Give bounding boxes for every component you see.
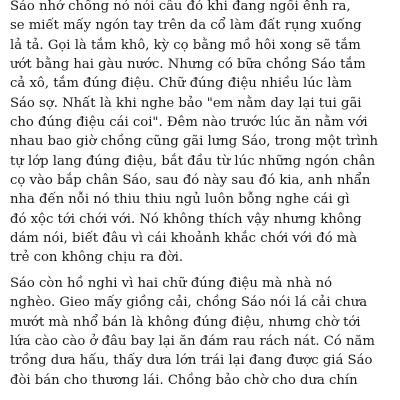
text-line: dám nói, biết đâu vì cái khoảnh khắc chới với đó mà	[10, 231, 358, 247]
text-line: cọ vào bắp chân Sáo, sau đó này sau đó kia, anh nhẩn	[10, 173, 371, 189]
text-line: se miết mấy ngón tay trên da cổ làm đất rụng xuống	[10, 18, 362, 34]
text-line: mướt mà nhổ bán là không đúng điệu, nhưng chờ tới	[10, 314, 361, 330]
text-line: trẻ con không chịu ra đời.	[10, 250, 184, 266]
text-line: nha đến nỗi nó thiu thiu ngủ luôn bỗng nghe cái gì	[10, 192, 350, 208]
paragraph	[10, 0, 400, 268]
text-line: nghèo. Gieo mấy giồng cải, chồng Sáo nói lá cải chưa	[10, 295, 368, 311]
text-line: Sáo sợ. Nhất là khi nghe bảo "em nằm day lại tui gãi	[10, 95, 362, 111]
text-line: đòi bán cho thương lái. Chồng bảo chờ cho dưa chín	[10, 372, 358, 388]
text-line: lả tả. Gọi là tắm khô, kỳ cọ bằng mồ hôi xong sẽ tắm	[10, 37, 361, 53]
text-line: cả xô, tắm đúng điệu. Chữ đúng điệu nhiều lúc làm	[10, 76, 352, 92]
text-line: Sáo còn hồ nghi vì hai chữ đúng điệu mà nhà nó	[10, 275, 333, 291]
text-line: ướt bằng hai gàu nước. Nhưng có bữa chồng Sáo tắm	[10, 57, 366, 73]
text-line: đó xộc tới chới với. Nó không thích vậy nhưng không	[10, 211, 362, 227]
text-line: trồng dưa hấu, thấy dưa lớn trái lại đang được giá Sáo	[10, 353, 373, 369]
body-text	[10, 0, 400, 390]
text-line: Sáo nhớ chồng nó nói câu đó khi đang ngồi ễnh ra,	[10, 0, 351, 14]
text-line: lứa cào cào ở đâu bay lại ăn đám rau rách nát. Có năm	[10, 333, 375, 349]
text-line: cho đúng điệu cái coi". Đêm nào trước lúc ăn nằm với	[10, 115, 368, 131]
text-line: tự lớp lang đúng điệu, bắt đầu từ lúc những ngón chân	[10, 153, 376, 169]
text-line: nhau bao giờ chồng cũng gãi lưng Sáo, trong một trình	[10, 134, 379, 150]
paragraph	[10, 274, 400, 390]
